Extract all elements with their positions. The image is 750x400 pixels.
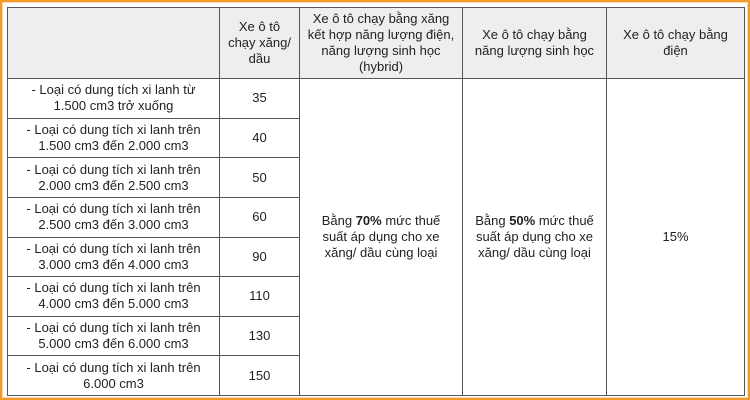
hybrid-percent: 70%: [355, 213, 382, 228]
header-biofuel: Xe ô tô chạy bằng năng lượng sinh học: [463, 8, 607, 79]
biofuel-percent: 50%: [509, 213, 536, 228]
row-label: - Loại có dung tích xi lanh trên 5.000 cm3 đến 6.000 cm3: [8, 316, 220, 356]
header-hybrid: Xe ô tô chạy bằng xăng kết hợp năng lượng điện, năng lượng sinh học (hybrid): [300, 8, 463, 79]
biofuel-suffix: mức thuế suất áp dụng cho xe xăng/ dầu cùng loại: [475, 213, 594, 260]
biofuel-rate-cell: [463, 79, 607, 396]
row-label: - Loại có dung tích xi lanh trên 3.000 cm3 đến 4.000 cm3: [8, 237, 220, 277]
row-value: 90: [220, 237, 300, 277]
row-label: - Loại có dung tích xi lanh trên 2.000 cm3 đến 2.500 cm3: [8, 158, 220, 198]
hybrid-rate-cell: [300, 79, 463, 396]
biofuel-prefix: Bằng: [475, 213, 510, 228]
row-value: 35: [220, 79, 300, 119]
header-petrol-diesel: Xe ô tô chạy xăng/ dầu: [220, 8, 300, 79]
row-label: - Loại có dung tích xi lanh trên 1.500 cm3 đến 2.000 cm3: [8, 118, 220, 158]
row-value: 60: [220, 197, 300, 237]
header-row: [8, 8, 745, 79]
tax-rate-table: [7, 7, 745, 396]
hybrid-prefix: Bằng: [321, 213, 356, 228]
electric-rate-cell: 15%: [607, 79, 745, 396]
table-row: [8, 79, 745, 119]
row-value: 150: [220, 356, 300, 396]
header-empty-cell: [8, 8, 220, 79]
row-value: 50: [220, 158, 300, 198]
header-electric: Xe ô tô chạy bằng điện: [607, 8, 745, 79]
hybrid-suffix: mức thuế suất áp dụng cho xe xăng/ dầu cùng loại: [322, 213, 441, 260]
row-label: - Loại có dung tích xi lanh trên 2.500 cm3 đến 3.000 cm3: [8, 197, 220, 237]
row-value: 40: [220, 118, 300, 158]
row-value: 130: [220, 316, 300, 356]
row-value: 110: [220, 277, 300, 317]
row-label: - Loại có dung tích xi lanh từ 1.500 cm3 trở xuống: [8, 79, 220, 119]
row-label: - Loại có dung tích xi lanh trên 4.000 cm3 đến 5.000 cm3: [8, 277, 220, 317]
row-label: - Loại có dung tích xi lanh trên 6.000 cm3: [8, 356, 220, 396]
